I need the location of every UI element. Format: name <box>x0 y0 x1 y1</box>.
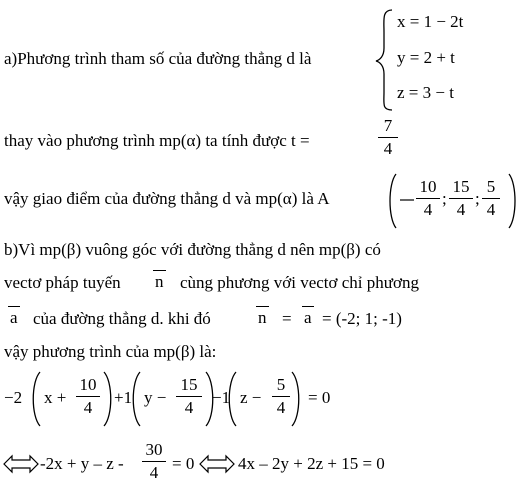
frac-3: 5 4 <box>272 375 290 418</box>
normal-vector-n: n <box>155 272 164 291</box>
vector-value: = (-2; 1; -1) <box>322 309 402 328</box>
eq2-part2: = 0 <box>172 454 195 473</box>
system-eq-y: y = 2 + t <box>397 48 455 67</box>
t-numerator: 7 <box>383 116 393 135</box>
system-eq-x: x = 1 − 2t <box>397 12 464 31</box>
part-b-line3b: của đường thẳng d. khi đó <box>33 309 211 328</box>
system-eq-z: z = 3 − t <box>397 83 454 102</box>
ay-fraction: 15 4 <box>449 177 473 220</box>
eq2-fraction: 30 4 <box>142 440 166 483</box>
coef-3: −1 <box>212 388 231 407</box>
part-b-line2b: cùng phương với vectơ chỉ phương <box>180 273 419 292</box>
part-b-line2a: vectơ pháp tuyến <box>4 273 121 292</box>
vec-a-equal: a <box>304 308 312 327</box>
t-denominator: 4 <box>383 139 393 158</box>
part-b-line1: b)Vì mp(β) vuông góc với đường thẳng d nên mp(β) có <box>4 240 381 259</box>
eq1-rhs: = 0 <box>308 388 331 407</box>
eq2-part3: 4x – 2y + 2z + 15 = 0 <box>238 454 385 473</box>
ax-fraction: 10 4 <box>416 177 440 220</box>
intersection-text: vậy giao điểm của đường thẳng d và mp(α) là A <box>4 189 330 208</box>
term-1: x + <box>44 388 67 407</box>
coord-separator: ; <box>475 189 480 208</box>
frac-2: 15 4 <box>176 375 202 418</box>
az-fraction: 5 4 <box>482 177 500 220</box>
direction-vector-a: a <box>10 308 18 327</box>
equals-sign: = <box>282 309 292 328</box>
coef-2: +1 <box>114 388 133 407</box>
frac-1: 10 4 <box>76 375 100 418</box>
part-a-intro: a)Phương trình tham số của đường thẳng d là <box>4 49 312 68</box>
term-2: y − <box>144 388 167 407</box>
substitute-text: thay vào phương trình mp(α) ta tính được t = <box>4 131 310 150</box>
vec-n-equal: n <box>258 308 267 327</box>
term-3: z − <box>240 388 262 407</box>
eq2-part1: -2x + y – z - <box>40 454 124 473</box>
coef-1: −2 <box>4 388 23 407</box>
coord-separator: ; <box>442 189 447 208</box>
part-b-line4: vậy phương trình của mp(β) là: <box>4 342 217 361</box>
